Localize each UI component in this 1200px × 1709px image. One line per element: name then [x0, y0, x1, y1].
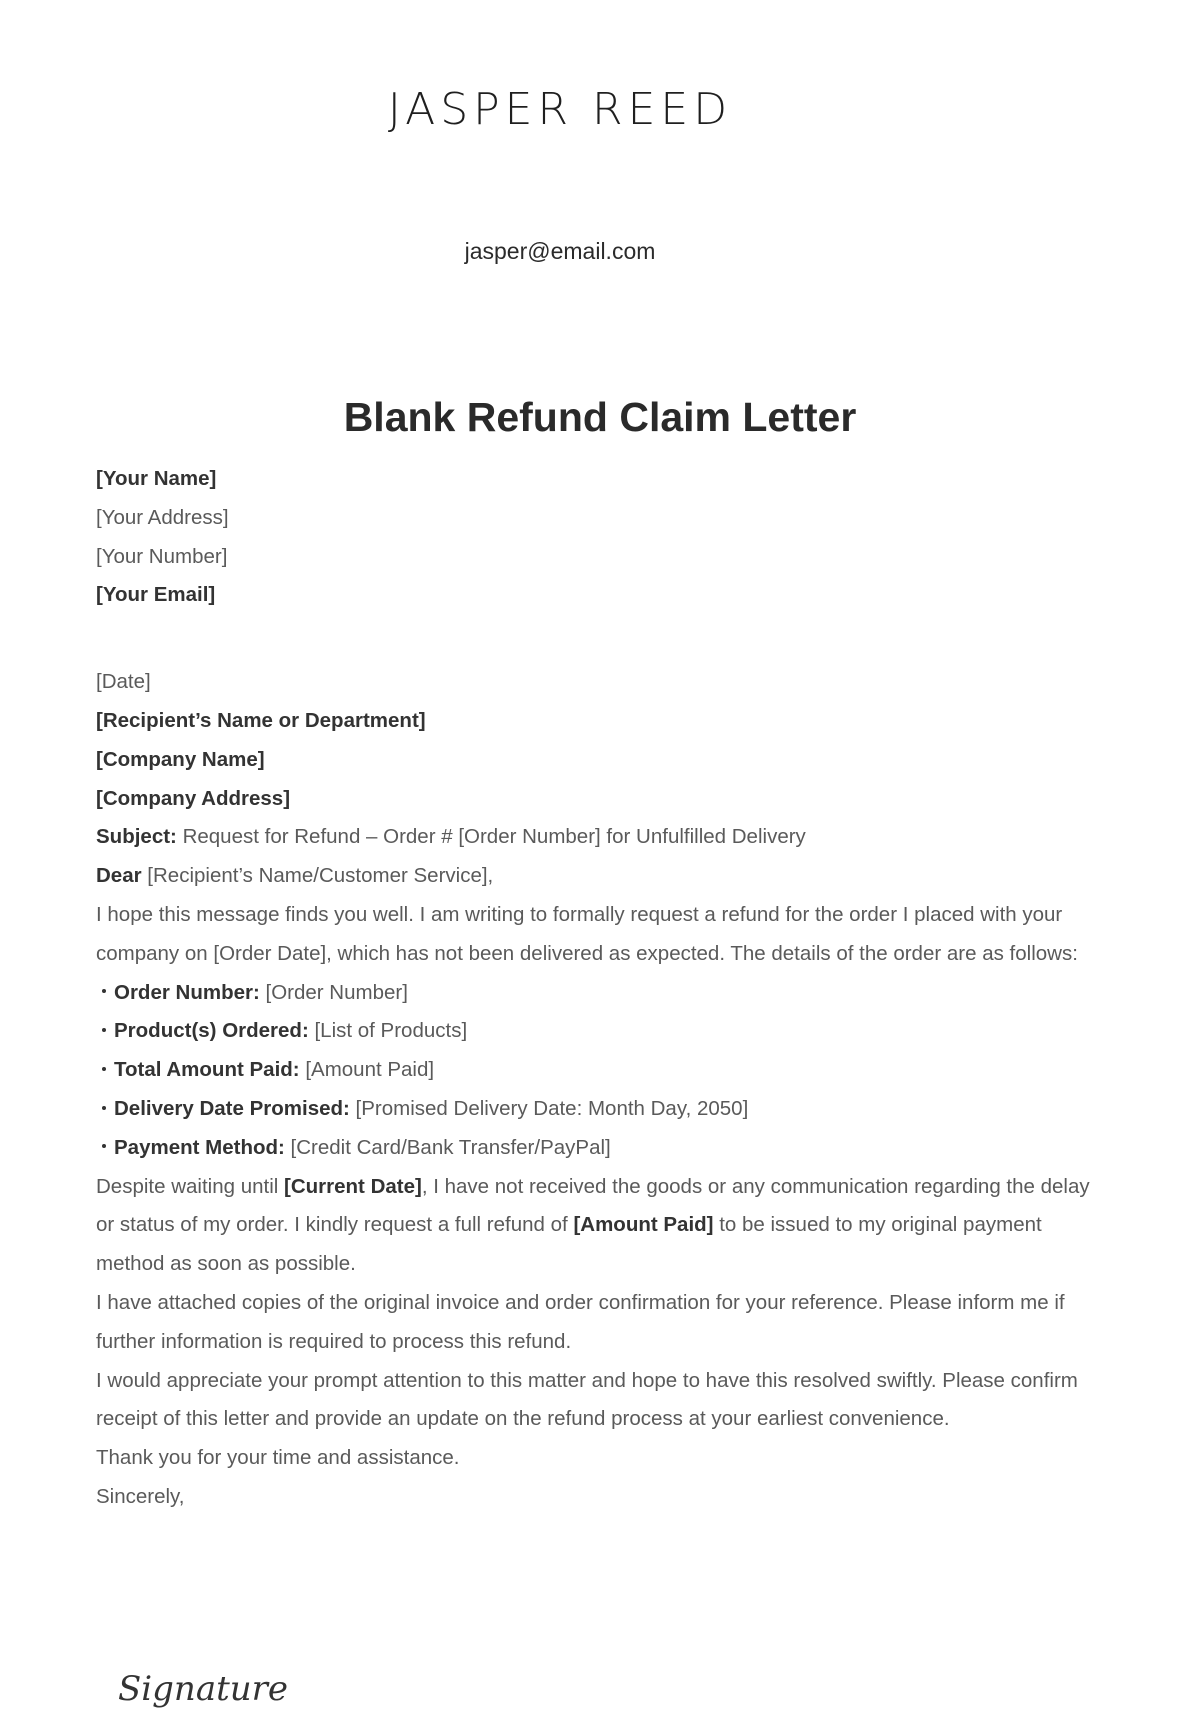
- bullet-dot: [102, 1028, 106, 1032]
- detail-label: Order Number:: [114, 980, 260, 1004]
- detail-value: [Order Number]: [259, 980, 408, 1004]
- recipient-address: [Company Address]: [96, 786, 291, 810]
- subject-line: [96, 818, 1106, 857]
- attachment-paragraph: I have attached copies of the original invoice and order confirmation for your reference. Please inform me if further information is required to process this refund.: [96, 1290, 1065, 1353]
- sender-address: [Your Address]: [96, 505, 229, 529]
- spacer: [96, 615, 1106, 663]
- detail-label: Total Amount Paid:: [114, 1058, 300, 1082]
- status-text-2: , I have not received the goods or any communication regarding the delay or status of my order. I kindly request a full refund of: [96, 1174, 1090, 1237]
- amount-paid-placeholder: [Amount Paid]: [573, 1213, 714, 1237]
- detail-value: [List of Products]: [308, 1019, 468, 1043]
- detail-item-delivery-date: [96, 1090, 1106, 1129]
- sender-number: [Your Number]: [96, 544, 228, 568]
- salutation: [96, 857, 1106, 896]
- sender-header-name: JASPER REED: [387, 84, 733, 135]
- salutation-text: [Recipient’s Name/Customer Service],: [141, 864, 494, 888]
- bullet-dot: [102, 989, 106, 993]
- signature: Signature: [118, 1669, 289, 1709]
- recipient-company: [Company Name]: [96, 747, 265, 771]
- detail-item-amount: [96, 1051, 1106, 1090]
- detail-label: Delivery Date Promised:: [114, 1096, 350, 1120]
- closing-line: Sincerely,: [96, 1484, 185, 1508]
- thanks-line: Thank you for your time and assistance.: [96, 1446, 460, 1470]
- status-text-3: to be issued to my original payment method as soon as possible.: [96, 1213, 1042, 1276]
- recipient-name: [Recipient’s Name or Department]: [96, 708, 426, 732]
- detail-item-order-number: [96, 974, 1106, 1013]
- detail-label: Product(s) Ordered:: [114, 1019, 309, 1043]
- letter-body: [96, 460, 1106, 1517]
- letter-date: [Date]: [96, 670, 151, 694]
- bullet-dot: [102, 1106, 106, 1110]
- detail-value: [Amount Paid]: [299, 1058, 435, 1082]
- detail-item-payment-method: [96, 1129, 1106, 1168]
- subject-label: Subject:: [96, 825, 177, 849]
- sender-email: [Your Email]: [96, 583, 216, 607]
- intro-paragraph: I hope this message finds you well. I am writing to formally request a refund for the order I placed with your company on [Order Date], which has not been delivered as expected. The details of the order are as follows:: [96, 902, 1078, 965]
- subject-text: Request for Refund – Order # [Order Number] for Unfulfilled Delivery: [176, 825, 806, 849]
- document-title: Blank Refund Claim Letter: [343, 394, 857, 440]
- detail-value: [Credit Card/Bank Transfer/PayPal]: [284, 1135, 611, 1159]
- detail-item-products: [96, 1012, 1106, 1051]
- salutation-label: Dear: [96, 864, 142, 888]
- current-date-placeholder: [Current Date]: [284, 1174, 422, 1198]
- bullet-dot: [102, 1144, 106, 1148]
- status-paragraph: [96, 1168, 1106, 1284]
- detail-value: [Promised Delivery Date: Month Day, 2050]: [349, 1096, 749, 1120]
- appreciation-paragraph: I would appreciate your prompt attention to this matter and hope to have this resolved swiftly. Please confirm receipt of this letter and provide an update on the refund process at your earliest convenience.: [96, 1368, 1078, 1431]
- bullet-dot: [102, 1067, 106, 1071]
- status-text-1: Despite waiting until: [96, 1174, 285, 1198]
- sender-name: [Your Name]: [96, 467, 217, 490]
- sender-header-email: jasper@email.com: [464, 238, 656, 264]
- detail-label: Payment Method:: [114, 1135, 285, 1159]
